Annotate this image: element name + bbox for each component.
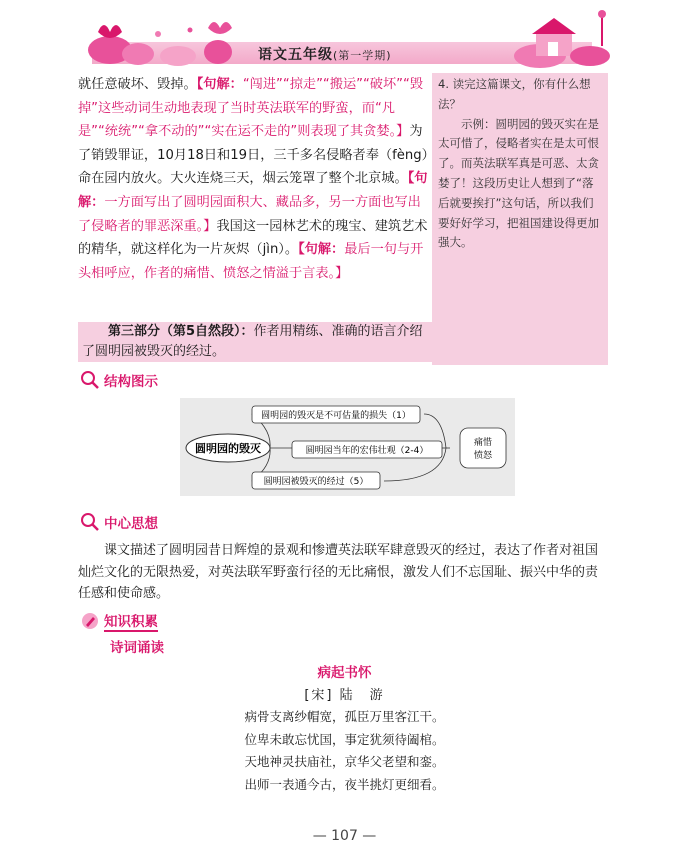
diagram-branch-3: 圆明园被毁灭的经过（5） [263, 477, 369, 487]
sentence-note: 最后一句与开头相呼应，作者的痛惜、愤怒之情溢于言表。】 [78, 242, 424, 281]
sentence-note-label: 【句解： [78, 171, 428, 210]
page-number: — 107 — [312, 828, 377, 844]
poem-body [0, 706, 689, 796]
header-title: 语文五年级(第一学期) [258, 47, 392, 63]
flower-decoration-icon [78, 12, 258, 68]
sentence-note: 一方面写出了圆明园面积大、藏品多，另一方面也写出了侵略者的罪恶深重。】 [78, 194, 421, 234]
page-header [0, 0, 689, 72]
paragraph-text: 为了销毁罪证，10月18日和19日，三千多名侵略者奉（fèng）命在园内放火。大火连烧三天，烟云笼罩了整个北京城。 [78, 124, 429, 187]
poem-line: 位卑未敢忘忧国，事定犹须待阖棺。 [244, 731, 445, 747]
magnifier-icon [80, 370, 100, 390]
knowledge-heading: 知识积累 [80, 610, 158, 632]
magnifier-icon [80, 512, 100, 532]
central-idea-text: 课文描述了圆明园昔日辉煌的景观和惨遭英法联军肆意毁灭的经过，表达了作者对祖国灿烂文化的无限热爱，对英法联军野蛮行径的无比痛恨，激发人们不忘国耻、振兴中华的责任感和使命感。 [78, 543, 599, 601]
structure-diagram [180, 398, 515, 496]
main-text [78, 73, 432, 285]
pen-icon [80, 611, 100, 631]
poem-line: 病骨支离纱帽宽，孤臣万里客江干。 [244, 709, 445, 724]
diagram-emotion-1: 痛惜 [473, 438, 493, 448]
note-answer: 示例：圆明园的毁灭实在是太可惜了，侵略者实在是太可恨了。而英法联军真是可恶、太贪婪了！这段历史让人想到了“落后就要挨打”这句话，所以我们要好好学习，把祖国建设得更加强大。 [438, 116, 599, 250]
paragraph-text: 就任意破坏、毁掉。 [78, 77, 197, 92]
poem-section-label: 诗词诵读 [110, 640, 164, 656]
diagram-branch-1: 圆明园的毁灭是不可估量的损失（1） [261, 411, 411, 421]
sentence-note: “闯进”“掠走”“搬运”“破坏”“毁掉”这些动词生动地表现了当时英法联军的野蛮，而“凡是”“统统”“拿不动的”“实在运不走的”则表现了其贪婪。】 [78, 77, 424, 140]
poem-line: 天地神灵扶庙社，京华父老望和銮。 [244, 754, 445, 769]
sentence-note-label: 【句解： [298, 242, 345, 258]
diagram-center-node: 圆明园的毁灭 [195, 442, 261, 455]
poem-line: 出师一表通今古，夜半挑灯更细看。 [244, 776, 445, 792]
structure-heading: 结构图示 [80, 370, 158, 390]
paragraph-text: 我国这一园林艺术的瑰宝、建筑艺术的精华，就这样化为一片灰烬（jìn）。 [78, 218, 428, 258]
poem-title: 病起书怀 [317, 665, 372, 681]
sentence-note-label: 【句解： [196, 77, 243, 92]
diagram-emotion-2: 愤怒 [473, 451, 493, 461]
house-decoration-icon [510, 6, 620, 68]
note-question: 4. 读完这篇课文，你有什么想法？ [438, 77, 591, 111]
diagram-branch-2: 圆明园当年的宏伟壮观（2-4） [305, 446, 429, 456]
poem-author: [宋] 陆 游 [304, 688, 385, 703]
central-idea-heading: 中心思想 [80, 512, 158, 532]
side-note [432, 73, 608, 365]
part-summary [78, 322, 432, 362]
part-body: 作者用精练、准确的语言介绍了圆明园被毁灭的经过。 [82, 324, 423, 359]
part-lead: 第三部分（第5自然段）： [108, 324, 254, 339]
